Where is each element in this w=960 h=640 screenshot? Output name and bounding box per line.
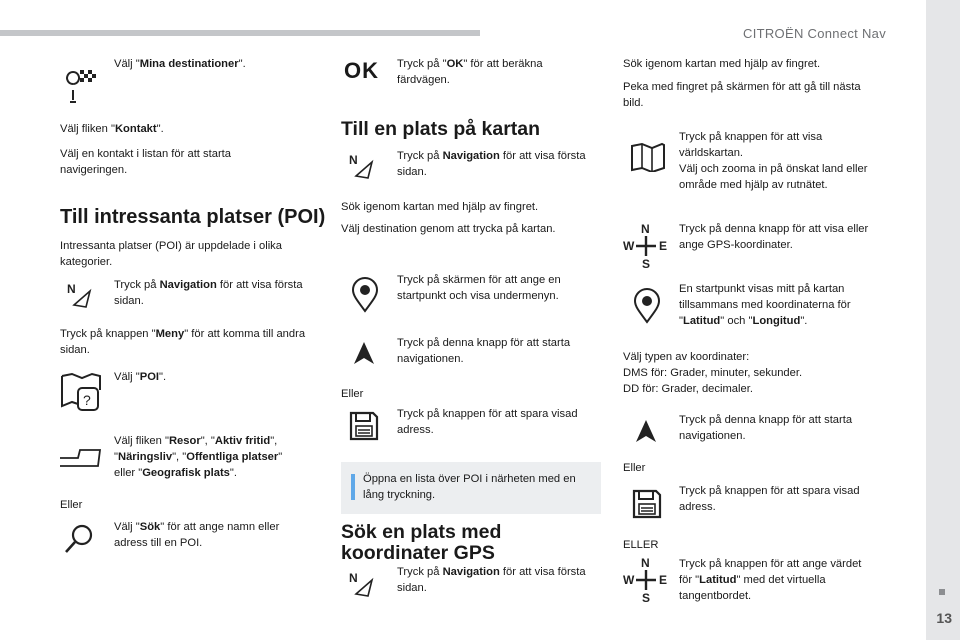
browse-map-text-2: Sök igenom kartan med hjälp av fingret. (623, 58, 821, 70)
poi-select-text: Välj "POI". (114, 371, 167, 383)
eller-text-4: ELLER (623, 539, 659, 551)
eller-text-2: Eller (341, 388, 364, 400)
save-icon-2 (631, 488, 663, 520)
start-navigation-icon (352, 340, 376, 366)
nav-instruction-2: Tryck på Navigation för att visa första sidan. (397, 150, 586, 178)
map-pin-icon (350, 277, 380, 313)
compass-s: S (642, 257, 651, 270)
mina-destinationer-text: Välj "Mina destinationer". (114, 58, 246, 70)
kontakt-tab-text: Välj fliken "Kontakt". (60, 123, 164, 135)
header-rule (0, 30, 480, 36)
navigation-icon-3 (348, 570, 378, 598)
compass-w: W (623, 239, 635, 253)
compass-n: N (641, 222, 650, 236)
category-tab-icon (58, 448, 102, 468)
meny-instruction: Tryck på knappen "Meny" för att komma till andra sidan. (60, 328, 306, 356)
start-navigation-icon-2 (634, 418, 658, 444)
map-heading: Till en plats på kartan (341, 118, 541, 140)
compass-e: E (659, 239, 668, 253)
start-point-text: En startpunkt visas mitt på kartan tillsammans med koordinaterna för "Latitud" och "Longitud". (679, 283, 851, 327)
sok-instruction: Välj "Sök" för att ange namn eller adress till en POI. (114, 521, 280, 549)
gps-button-text: Tryck på denna knapp för att visa eller ange GPS-koordinater. (679, 223, 869, 251)
ok-icon: OK (344, 58, 379, 83)
save-address-text: Tryck på knappen för att spara visad adress. (397, 408, 578, 436)
page-number: 13 (936, 610, 952, 626)
compass-e-2: E (659, 573, 668, 587)
ok-instruction: Tryck på "OK" för att beräkna färdvägen. (397, 58, 543, 86)
svg-text:N: N (349, 571, 358, 585)
compass-s-2: S (642, 591, 651, 604)
nav-instruction-3: Tryck på Navigation för att visa första sidan. (397, 566, 586, 594)
eller-text-3: Eller (623, 462, 646, 474)
world-map-text: Tryck på knappen för att visa världskartan. Välj och zooma in på önskat land eller område med hjälp av rutnätet. (679, 131, 868, 191)
nav-instruction-1: Tryck på Navigation för att visa första sidan. (114, 279, 303, 307)
gps-compass-icon (622, 222, 670, 270)
gps-heading: Sök en plats med koordinater GPS (341, 521, 502, 564)
poi-heading: Till intressanta platser (POI) (60, 206, 326, 228)
eller-text-1: Eller (60, 499, 83, 511)
search-icon (62, 522, 96, 556)
swipe-text: Peka med fingret på skärmen för att gå till nästa bild. (623, 81, 861, 109)
kontakt-description: Välj en kontakt i listan för att starta navigeringen. (60, 148, 232, 176)
svg-text:?: ? (83, 392, 91, 408)
compass-w-2: W (623, 573, 635, 587)
info-note-text: Öppna en lista över POI i närheten med en lång tryckning. (363, 473, 576, 501)
svg-text:N: N (349, 153, 358, 167)
poi-intro: Intressanta platser (POI) är uppdelade i olika kategorier. (60, 240, 283, 268)
side-strip (926, 0, 960, 640)
brand-title: CITROËN Connect Nav (743, 26, 886, 41)
start-nav-text-2: Tryck på denna knapp för att starta navigationen. (679, 414, 853, 442)
start-nav-text: Tryck på denna knapp för att starta navigationen. (397, 337, 571, 365)
category-tabs-text: Välj fliken "Resor", "Aktiv fritid", "Näringsliv", "Offentliga platser" eller "Geografisk plats". (114, 435, 283, 479)
svg-text:N: N (67, 282, 76, 296)
navigation-icon (66, 281, 96, 309)
info-icon (351, 474, 355, 500)
page-marker (939, 589, 945, 595)
enter-latitude-text: Tryck på knappen för att ange värdet för "Latitud" med det virtuella tangentbordet. (679, 558, 862, 602)
navigation-icon-2 (348, 152, 378, 180)
save-icon (348, 410, 380, 442)
map-pin-icon-2 (632, 288, 662, 324)
compass-n-2: N (641, 556, 650, 570)
info-note (341, 462, 601, 514)
world-map-icon (630, 142, 666, 172)
save-address-text-2: Tryck på knappen för att spara visad adress. (679, 485, 860, 513)
choose-destination-text: Välj destination genom att trycka på kartan. (341, 223, 556, 235)
tap-screen-text: Tryck på skärmen för att ange en startpunkt och visa undermenyn. (397, 274, 561, 302)
coordinate-types-text: Välj typen av koordinater: DMS för: Grader, minuter, sekunder. DD för: Grader, decimaler. (623, 351, 803, 395)
browse-map-text: Sök igenom kartan med hjälp av fingret. (341, 201, 539, 213)
poi-map-icon (60, 372, 104, 412)
gps-compass-icon-2 (622, 556, 670, 604)
destination-flag-icon (60, 66, 100, 106)
